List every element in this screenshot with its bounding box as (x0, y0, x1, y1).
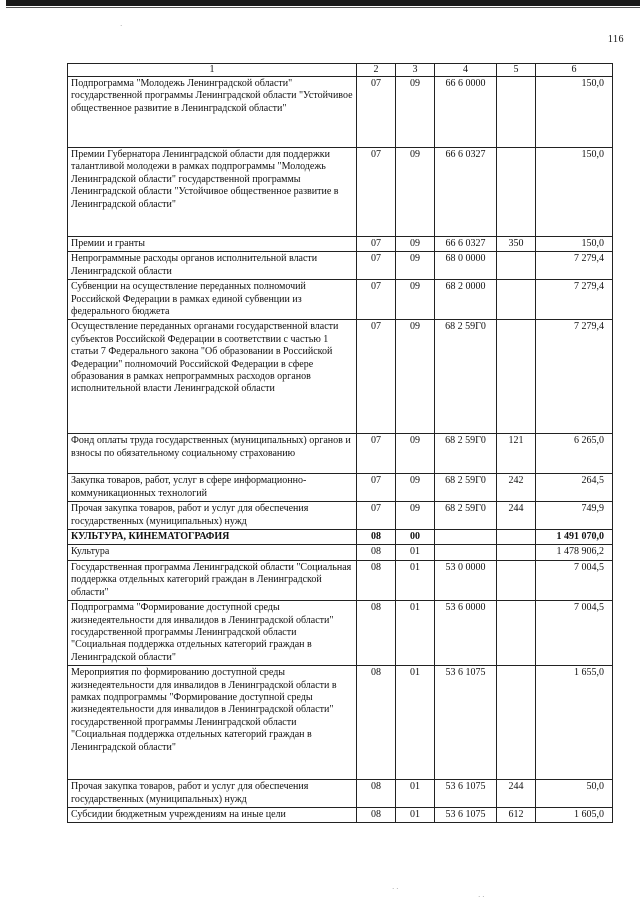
target-article-cell: 68 2 0000 (435, 280, 497, 320)
budget-table-container (67, 63, 612, 823)
section-code-cell: 07 (357, 434, 396, 474)
table-row (68, 502, 613, 530)
amount-cell: 7 004,5 (536, 560, 613, 600)
column-header: 1 (68, 64, 357, 77)
subsection-code-cell: 09 (396, 280, 435, 320)
target-article-cell: 66 6 0000 (435, 77, 497, 148)
section-code-cell: 07 (357, 237, 396, 252)
amount-cell: 1 605,0 (536, 807, 613, 822)
table-row (68, 780, 613, 808)
table-row (68, 807, 613, 822)
subsection-code-cell: 01 (396, 780, 435, 808)
top-border-rule (6, 0, 640, 6)
table-row (68, 77, 613, 148)
table-row (68, 560, 613, 600)
target-article-cell: 68 2 59Г0 (435, 502, 497, 530)
amount-cell: 1 655,0 (536, 666, 613, 780)
expense-type-cell: 244 (497, 780, 536, 808)
table-row (68, 545, 613, 560)
column-header: 3 (396, 64, 435, 77)
row-name-cell: КУЛЬТУРА, КИНЕМАТОГРАФИЯ (68, 530, 357, 545)
target-article-cell (435, 545, 497, 560)
expense-type-cell: 242 (497, 474, 536, 502)
subsection-code-cell: 01 (396, 545, 435, 560)
amount-cell: 7 279,4 (536, 320, 613, 434)
section-code-cell: 07 (357, 280, 396, 320)
expense-type-cell (497, 280, 536, 320)
table-row (68, 434, 613, 474)
amount-cell: 1 478 906,2 (536, 545, 613, 560)
target-article-cell: 66 6 0327 (435, 148, 497, 237)
section-code-cell: 08 (357, 780, 396, 808)
table-row (68, 601, 613, 666)
subsection-code-cell: 09 (396, 502, 435, 530)
section-code-cell: 08 (357, 807, 396, 822)
table-row (68, 148, 613, 237)
subsection-code-cell: 09 (396, 148, 435, 237)
amount-cell: 1 491 070,0 (536, 530, 613, 545)
target-article-cell: 66 6 0327 (435, 237, 497, 252)
column-header: 2 (357, 64, 396, 77)
section-code-cell: 07 (357, 474, 396, 502)
expense-type-cell (497, 252, 536, 280)
target-article-cell: 53 0 0000 (435, 560, 497, 600)
amount-cell: 264,5 (536, 474, 613, 502)
expense-type-cell (497, 530, 536, 545)
table-row (68, 666, 613, 780)
subsection-code-cell: 09 (396, 434, 435, 474)
target-article-cell: 68 2 59Г0 (435, 320, 497, 434)
table-row (68, 530, 613, 545)
row-name-cell: Непрограммные расходы органов исполнительной власти Ленинградской области (68, 252, 357, 280)
expense-type-cell (497, 148, 536, 237)
budget-table-body (68, 64, 613, 823)
row-name-cell: Субвенции на осуществление переданных полномочий Российской Федерации в рамках единой субвенции из федерального бюджета (68, 280, 357, 320)
table-row (68, 252, 613, 280)
section-code-cell: 08 (357, 666, 396, 780)
expense-type-cell (497, 666, 536, 780)
amount-cell: 6 265,0 (536, 434, 613, 474)
subsection-code-cell: 09 (396, 320, 435, 434)
section-code-cell: 07 (357, 502, 396, 530)
section-code-cell: 07 (357, 148, 396, 237)
amount-cell: 7 279,4 (536, 252, 613, 280)
expense-type-cell: 350 (497, 237, 536, 252)
section-code-cell: 08 (357, 560, 396, 600)
amount-cell: 150,0 (536, 237, 613, 252)
section-code-cell: 08 (357, 601, 396, 666)
subsection-code-cell: 00 (396, 530, 435, 545)
row-name-cell: Субсидии бюджетным учреждениям на иные цели (68, 807, 357, 822)
column-header: 5 (497, 64, 536, 77)
row-name-cell: Премии Губернатора Ленинградской области для поддержки талантливой молодежи в рамках подпрограммы "Молодежь Ленинградской области" государственной программы Ленинградской области "Устойчивое общественное развитие в Ленинградской области" (68, 148, 357, 237)
row-name-cell: Прочая закупка товаров, работ и услуг для обеспечения государственных (муниципальных) нужд (68, 502, 357, 530)
row-name-cell: Мероприятия по формированию доступной среды жизнедеятельности для инвалидов в Ленинградской области в рамках подпрограммы "Формирование доступной среды жизнедеятельности для инвалидов в Ленинградской области" государственной программы Ленинградской области "Социальная поддержка отдельных категорий граждан в Ленинградской области" (68, 666, 357, 780)
expense-type-cell (497, 545, 536, 560)
subsection-code-cell: 09 (396, 77, 435, 148)
row-name-cell: Закупка товаров, работ, услуг в сфере информационно-коммуникационных технологий (68, 474, 357, 502)
section-code-cell: 08 (357, 530, 396, 545)
expense-type-cell (497, 320, 536, 434)
section-code-cell: 07 (357, 77, 396, 148)
section-code-cell: 07 (357, 320, 396, 434)
row-name-cell: Подпрограмма "Молодежь Ленинградской области" государственной программы Ленинградской области "Устойчивое общественное развитие в Ленинградской области" (68, 77, 357, 148)
expense-type-cell: 244 (497, 502, 536, 530)
section-code-cell: 07 (357, 252, 396, 280)
target-article-cell: 68 2 59Г0 (435, 474, 497, 502)
target-article-cell: 68 0 0000 (435, 252, 497, 280)
row-name-cell: Прочая закупка товаров, работ и услуг для обеспечения государственных (муниципальных) нужд (68, 780, 357, 808)
subsection-code-cell: 09 (396, 237, 435, 252)
subsection-code-cell: 01 (396, 560, 435, 600)
target-article-cell (435, 530, 497, 545)
table-row (68, 474, 613, 502)
column-number-row (68, 64, 613, 77)
amount-cell: 749,9 (536, 502, 613, 530)
subsection-code-cell: 01 (396, 601, 435, 666)
expense-type-cell (497, 560, 536, 600)
amount-cell: 150,0 (536, 148, 613, 237)
budget-table (67, 63, 613, 823)
section-code-cell: 08 (357, 545, 396, 560)
subsection-code-cell: 09 (396, 252, 435, 280)
scan-speck: · · (478, 893, 485, 901)
page-number: 116 (607, 34, 624, 45)
expense-type-cell (497, 601, 536, 666)
table-row (68, 280, 613, 320)
amount-cell: 50,0 (536, 780, 613, 808)
amount-cell: 7 279,4 (536, 280, 613, 320)
row-name-cell: Культура (68, 545, 357, 560)
amount-cell: 150,0 (536, 77, 613, 148)
target-article-cell: 53 6 1075 (435, 780, 497, 808)
table-row (68, 320, 613, 434)
row-name-cell: Осуществление переданных органами государственной власти субъектов Российской Федерации в соответствии с частью 1 статьи 7 Федерального закона "Об образовании в Российской Федерации" полномочий Российской Федерации в сфере образования в рамках непрограммных расходов органов исполнительной власти Ленинградской области (68, 320, 357, 434)
row-name-cell: Фонд оплаты труда государственных (муниципальных) органов и взносы по обязательному социальному страхованию (68, 434, 357, 474)
target-article-cell: 53 6 1075 (435, 807, 497, 822)
subsection-code-cell: 09 (396, 474, 435, 502)
table-row (68, 237, 613, 252)
top-border-rule-thin (6, 7, 640, 8)
subsection-code-cell: 01 (396, 666, 435, 780)
amount-cell: 7 004,5 (536, 601, 613, 666)
target-article-cell: 53 6 1075 (435, 666, 497, 780)
expense-type-cell: 612 (497, 807, 536, 822)
expense-type-cell: 121 (497, 434, 536, 474)
row-name-cell: Государственная программа Ленинградской области "Социальная поддержка отдельных категорий граждан в Ленинградской области" (68, 560, 357, 600)
scan-speck: · (120, 22, 123, 30)
scan-speck: · · (392, 885, 399, 893)
target-article-cell: 68 2 59Г0 (435, 434, 497, 474)
expense-type-cell (497, 77, 536, 148)
row-name-cell: Подпрограмма "Формирование доступной среды жизнедеятельности для инвалидов в Ленинградской области" государственной программы Ленинградской области "Социальная поддержка отдельных категорий граждан в Ленинградской области" (68, 601, 357, 666)
target-article-cell: 53 6 0000 (435, 601, 497, 666)
column-header: 6 (536, 64, 613, 77)
row-name-cell: Премии и гранты (68, 237, 357, 252)
subsection-code-cell: 01 (396, 807, 435, 822)
column-header: 4 (435, 64, 497, 77)
